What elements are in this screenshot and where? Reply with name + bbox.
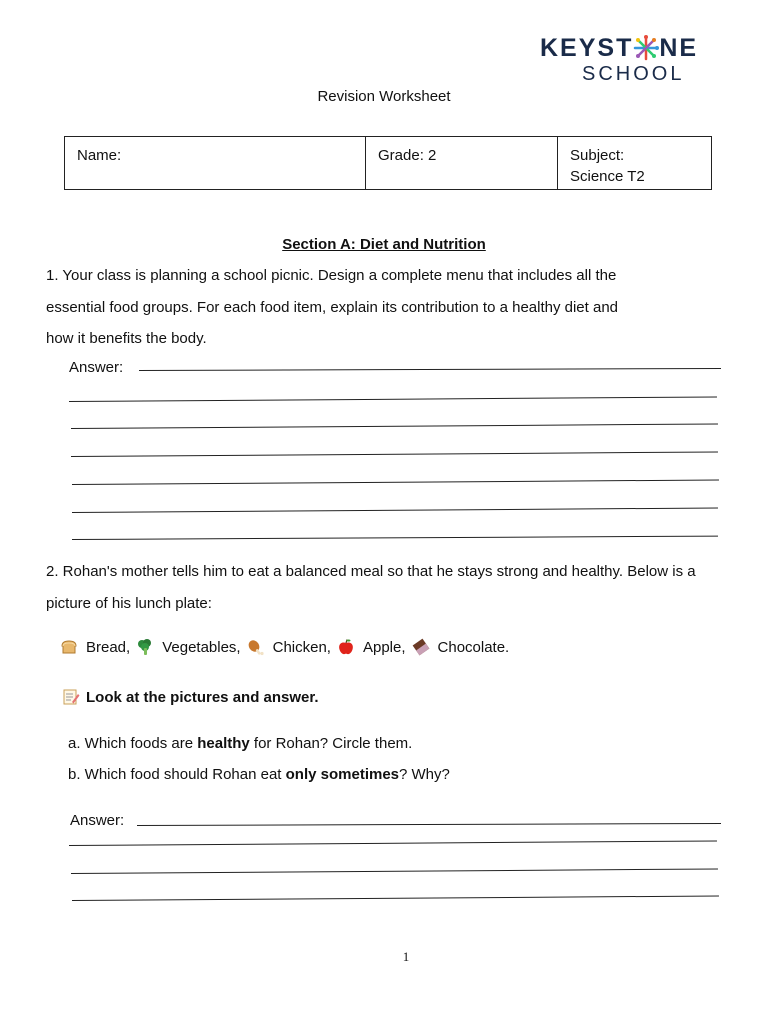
- school-logo: [540, 34, 740, 84]
- question-1: [46, 260, 746, 355]
- question-2-line: picture of his lunch plate:: [46, 594, 212, 612]
- q2-answer-line[interactable]: [69, 840, 717, 846]
- question-2b: b. Which food should Rohan eat only sometimes? Why?: [68, 766, 450, 783]
- subject-value: Science T2: [570, 168, 645, 185]
- name-label: Name:: [77, 147, 122, 164]
- grade-cell: [366, 137, 558, 189]
- chocolate-icon: [412, 638, 430, 656]
- section-a-heading: Section A: Diet and Nutrition: [282, 236, 486, 253]
- question-2a: a. Which foods are healthy for Rohan? Circle them.: [68, 735, 413, 752]
- bread-icon: [60, 638, 78, 656]
- food-item-apple: Apple,: [337, 638, 412, 656]
- logo-star-icon: [633, 35, 659, 61]
- subject-cell: [558, 137, 712, 189]
- food-item-chicken: Chicken,: [247, 638, 337, 656]
- student-info-table: [64, 136, 712, 190]
- memo-icon: [62, 688, 80, 706]
- question-2: [46, 556, 768, 619]
- question-2-line: 2. Rohan's mother tells him to eat a balanced meal so that he stays strong and healthy. Below is a: [46, 563, 696, 580]
- q1-answer-line[interactable]: [72, 479, 719, 485]
- food-item-bread: Bread,: [60, 638, 136, 656]
- name-cell: [65, 137, 366, 189]
- q2-answer-line[interactable]: [71, 868, 718, 874]
- question-1-line: essential food groups. For each food item, explain its contribution to a healthy diet and: [46, 298, 619, 316]
- lunch-plate-foods: [60, 638, 515, 656]
- subject-label: Subject:: [570, 147, 625, 164]
- q2-answer-label: Answer:: [70, 812, 125, 829]
- worksheet-title: Revision Worksheet: [317, 88, 451, 105]
- question-1-line: 1. Your class is planning a school picnic. Design a complete menu that includes all the: [46, 267, 617, 284]
- instruction-text: Look at the pictures and answer.: [86, 688, 319, 706]
- instruction: [62, 688, 319, 706]
- q1-answer-line[interactable]: [71, 423, 718, 429]
- q1-answer-line[interactable]: [72, 507, 718, 513]
- q1-answer-line[interactable]: [69, 396, 717, 402]
- q2-answer-line[interactable]: [72, 895, 719, 901]
- logo-wordmark-bottom: SCHOOL: [582, 63, 685, 85]
- page-number: 1: [402, 949, 410, 964]
- question-1-line: how it benefits the body.: [46, 330, 207, 347]
- apple-icon: [337, 638, 355, 656]
- logo-wordmark-top: KEYST NE: [540, 34, 699, 62]
- q1-answer-label: Answer:: [69, 359, 124, 376]
- broccoli-icon: [136, 638, 154, 656]
- q1-answer-line[interactable]: [71, 451, 718, 457]
- food-item-vegetables: Vegetables,: [136, 638, 246, 656]
- food-item-chocolate: Chocolate.: [412, 638, 516, 656]
- q1-answer-line[interactable]: [139, 368, 721, 371]
- q1-answer-line[interactable]: [72, 536, 718, 540]
- q2-answer-line[interactable]: [137, 823, 721, 826]
- chicken-leg-icon: [247, 638, 265, 656]
- grade-label: Grade: 2: [378, 147, 437, 164]
